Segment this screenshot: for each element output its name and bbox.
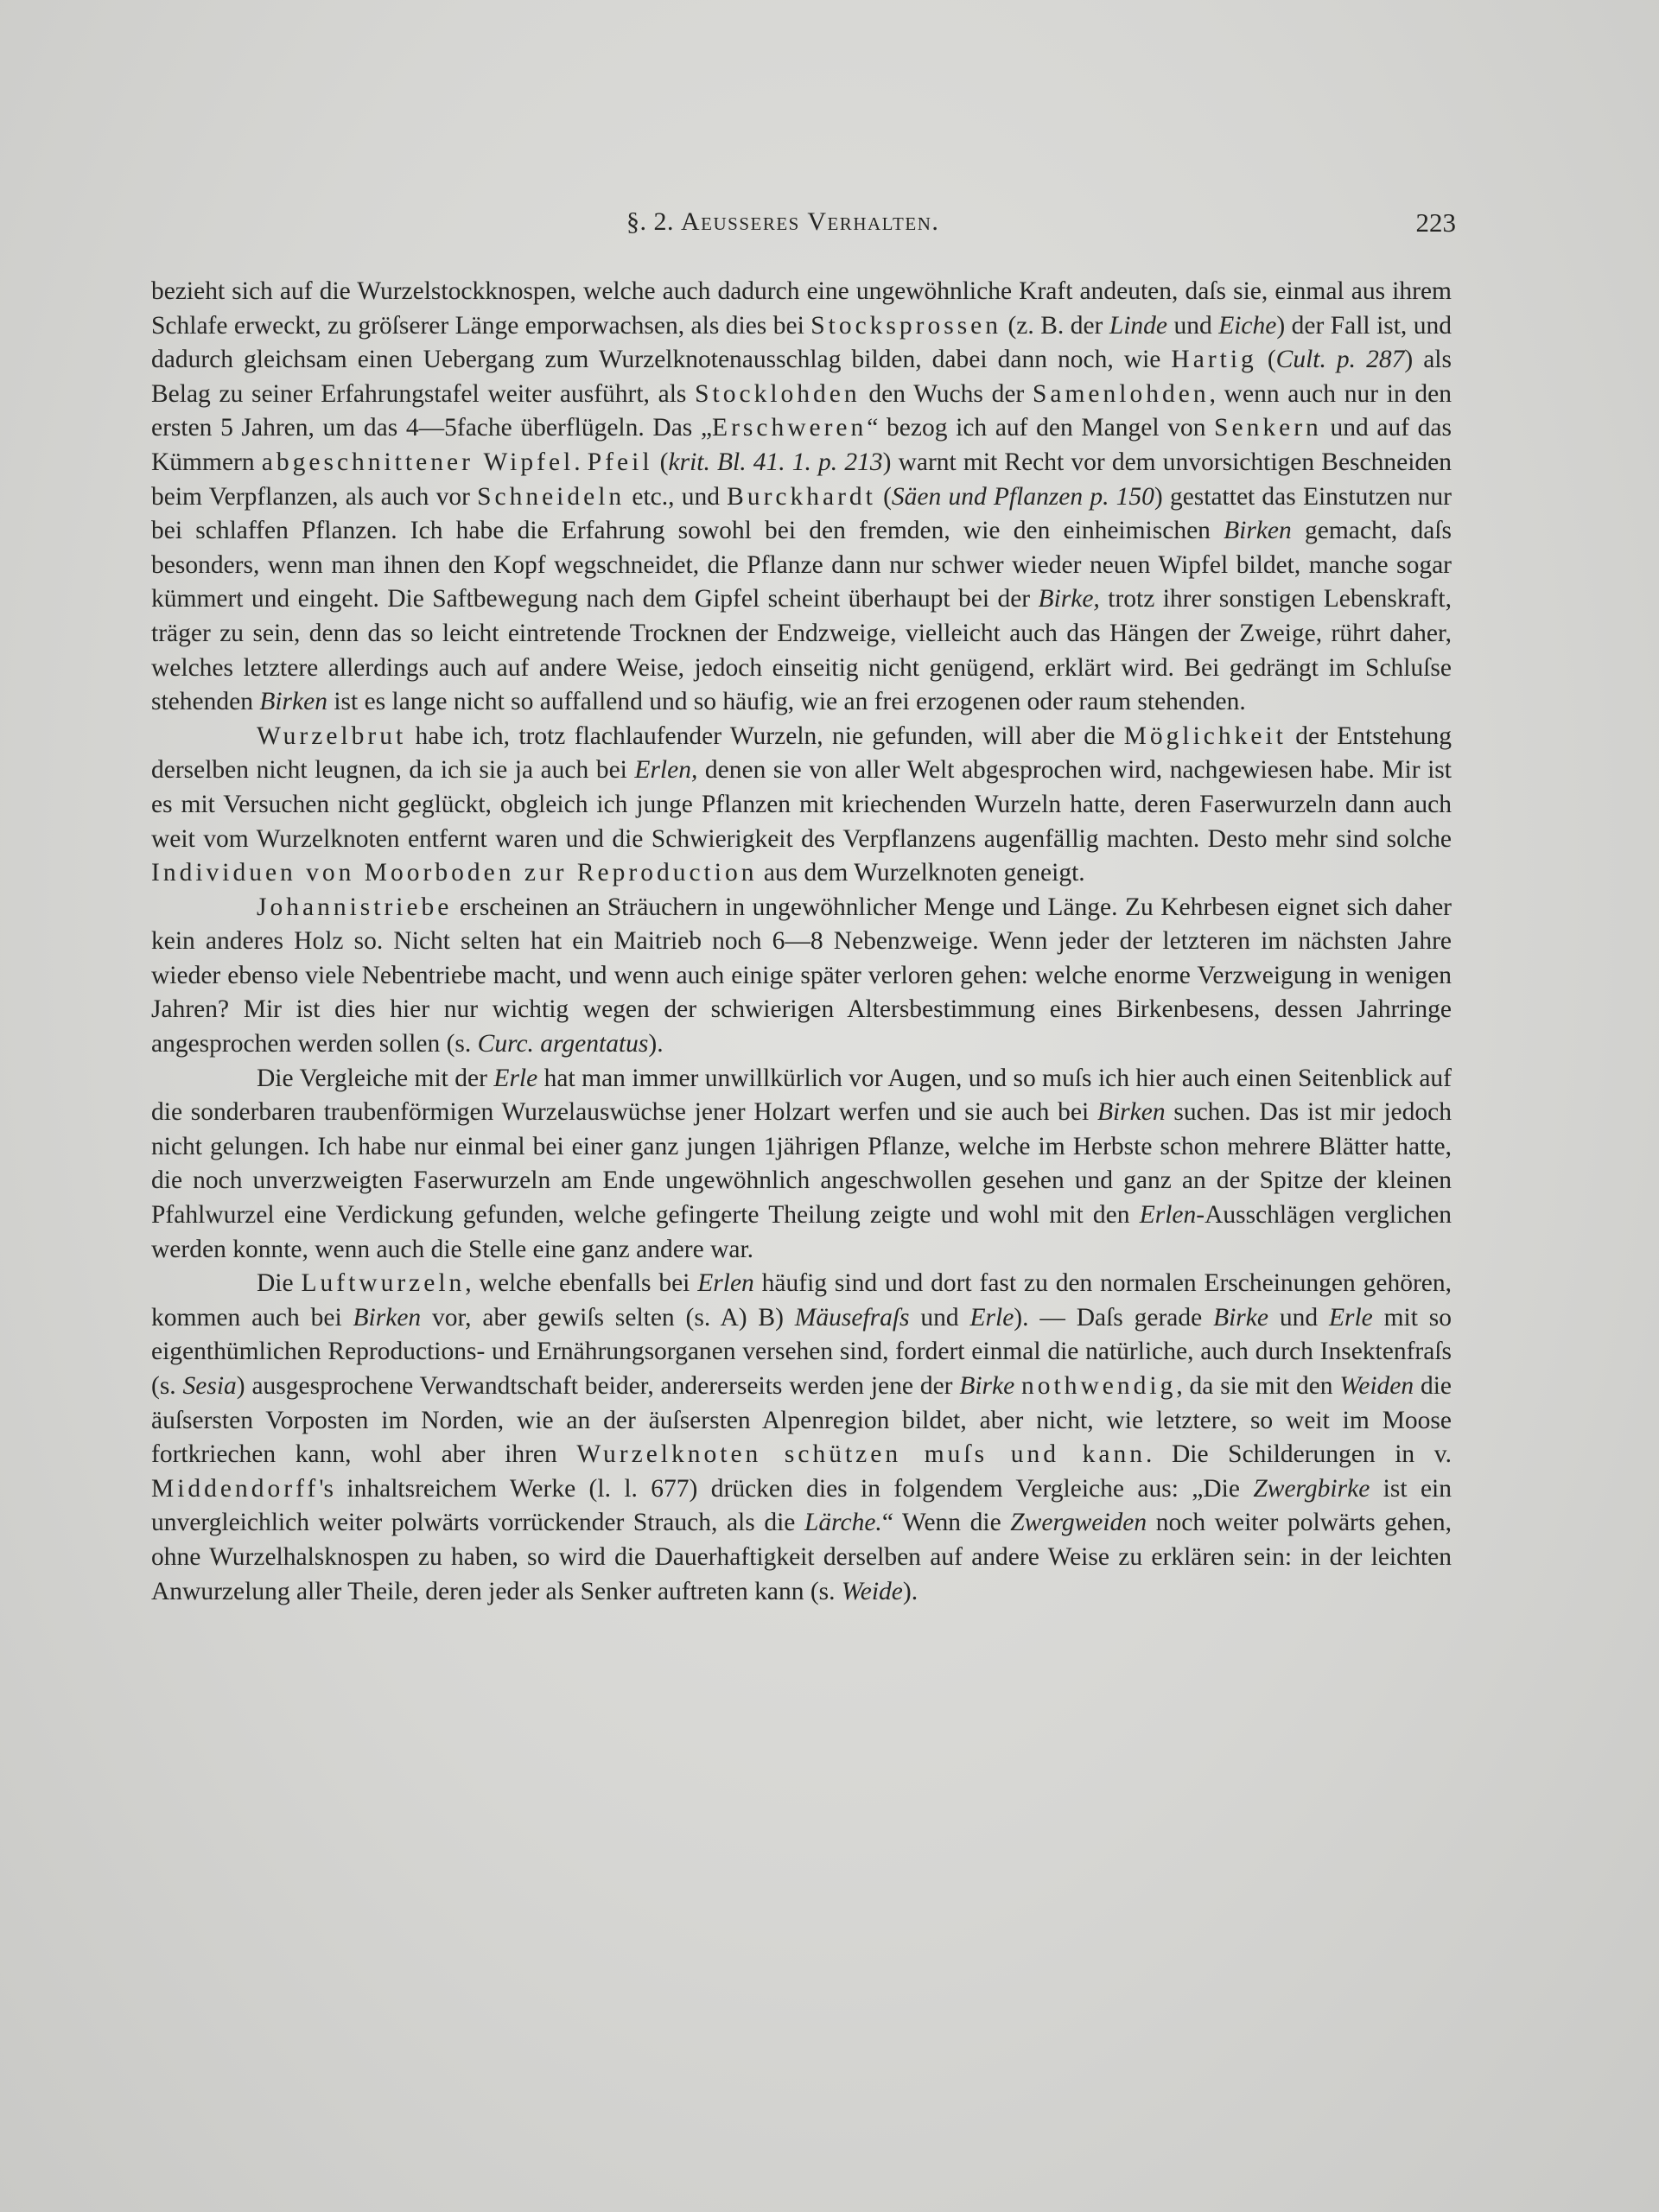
running-head: [147, 207, 1456, 251]
paragraph-5: Die Luftwurzeln, welche ebenfalls bei Erlen häufig sind und dort fast zu den normalen Erscheinungen gehören, kommen auch bei Birken vor, aber gewiſs selten (s. A) B) Mäusefraſs und Erle). — Daſs gerade Birke und Erle mit so eigenthümlichen Reproductions- und Ernährungsorganen versehen sind, fordert einmal die natürliche, auch durch Insektenfraſs (s. Sesia) ausgesprochene Verwandtschaft beider, andererseits werden jene der Birke nothwendig, da sie mit den Weiden die äuſsersten Vorposten im Norden, wie an der äuſsersten Alpenregion bildet, aber nicht, wie letztere, so weit im Moose fortkriechen kann, wohl aber ihren Wurzelknoten schützen muſs und kann. Die Schilderungen in v. Middendorff's inhaltsreichem Werke (l. l. 677) drücken dies in folgendem Vergleiche aus: „Die Zwergbirke ist ein unvergleichlich weiter polwärts vorrückender Strauch, als die Lärche.“ Wenn die Zwergweiden noch weiter polwärts gehen, ohne Wurzelhalsknospen zu haben, so wird die Dauerhaftigkeit derselben auf andere Weise zu erklären sein: in der leichten Anwurzelung aller Theile, deren jeder als Senker auftreten kann (s. Weide).: [151, 1269, 1452, 1605]
paragraph-1: bezieht sich auf die Wurzelstockknospen, welche auch dadurch eine ungewöhnliche Kraft andeuten, daſs sie, einmal aus ihrem Schlafe erweckt, zu gröſserer Länge emporwachsen, als dies bei Stocksprossen (z. B. der Linde und Eiche) der Fall ist, und dadurch gleichsam einen Uebergang zum Wurzelknotenausschlag bilden, dabei dann noch, wie Hartig (Cult. p. 287) als Belag zu seiner Erfahrungstafel weiter ausführt, als Stocklohden den Wuchs der Samenlohden, wenn auch nur in den ersten 5 Jahren, um das 4—5fache überflügeln. Das „Erschweren“ bezog ich auf den Mangel von Senkern und auf das Kümmern abgeschnittener Wipfel. Pfeil (krit. Bl. 41. 1. p. 213) warnt mit Recht vor dem unvorsichtigen Beschneiden beim Verpflanzen, als auch vor Schneideln etc., und Burckhardt (Säen und Pflanzen p. 150) gestattet das Einstutzen nur bei schlaffen Pflanzen. Ich habe die Erfahrung sowohl bei den fremden, wie den einheimischen Birken gemacht, daſs besonders, wenn man ihnen den Kopf wegschneidet, die Pflanze dann nur schwer wieder neuen Wipfel bildet, manche sogar kümmert und eingeht. Die Saftbewegung nach dem Gipfel scheint überhaupt bei der Birke, trotz ihrer sonstigen Lebenskraft, träger zu sein, denn das so leicht eintretende Trocknen der Endzweige, vielleicht auch das Hängen der Zweige, rührt daher, welches letztere allerdings auch auf andere Weise, jedoch einseitig nicht genügend, erklärt wird. Bei gedrängt im Schluſse stehenden Birken ist es lange nicht so auffallend und so häufig, wie an frei erzogenen oder raum stehenden.: [151, 277, 1452, 716]
paragraph-2: Wurzelbrut habe ich, trotz flachlaufender Wurzeln, nie gefunden, will aber die Möglichkeit der Entstehung derselben nicht leugnen, da ich sie ja auch bei Erlen, denen sie von aller Welt abgesprochen wird, nachgewiesen habe. Mir ist es mit Versuchen nicht geglückt, obgleich ich junge Pflanzen mit kriechenden Wurzeln hatte, deren Faserwurzeln dann auch weit vom Wurzelknoten entfernt waren und die Schwierigkeit des Verpflanzens augenfällig machten. Desto mehr sind solche Individuen von Moorboden zur Reproduction aus dem Wurzelknoten geneigt.: [151, 721, 1452, 887]
body-text: [151, 275, 1452, 1609]
page-number: 223: [1415, 207, 1456, 238]
section-heading: [626, 207, 939, 237]
section-title: Aeusseres Verhalten.: [681, 207, 940, 236]
section-number: §. 2.: [626, 207, 674, 236]
paragraph-3: Johannistriebe erscheinen an Sträuchern in ungewöhnlicher Menge und Länge. Zu Kehrbesen eignet sich daher kein anderes Holz so. Nicht selten hat ein Maitrieb noch 6—8 Nebenzweige. Wenn jeder der letzteren im nächsten Jahre wieder ebenso viele Nebentriebe macht, und wenn auch einige später verloren gehen: welche enorme Verzweigung in wenigen Jahren? Mir ist dies hier nur wichtig wegen der schwierigen Altersbestimmung eines Birkenbesens, dessen Jahrringe angesprochen werden sollen (s. Curc. argentatus).: [151, 893, 1452, 1058]
paragraph-4: Die Vergleiche mit der Erle hat man immer unwillkürlich vor Augen, und so muſs ich hier auch einen Seitenblick auf die sonderbaren traubenförmigen Wurzelauswüchse jener Holzart werfen und sie auch bei Birken suchen. Das ist mir jedoch nicht gelungen. Ich habe nur einmal bei einer ganz jungen 1jährigen Pflanze, welche im Herbste schon mehrere Blätter hatte, die noch unverzweigten Faserwurzeln am Ende ungewöhnlich angeschwollen gesehen und ganz an der Spitze der kleinen Pfahlwurzel eine Verdickung gefunden, welche gefingerte Theilung zeigte und wohl mit den Erlen-Ausschlägen verglichen werden konnte, wenn auch die Stelle eine ganz andere war.: [151, 1064, 1452, 1263]
